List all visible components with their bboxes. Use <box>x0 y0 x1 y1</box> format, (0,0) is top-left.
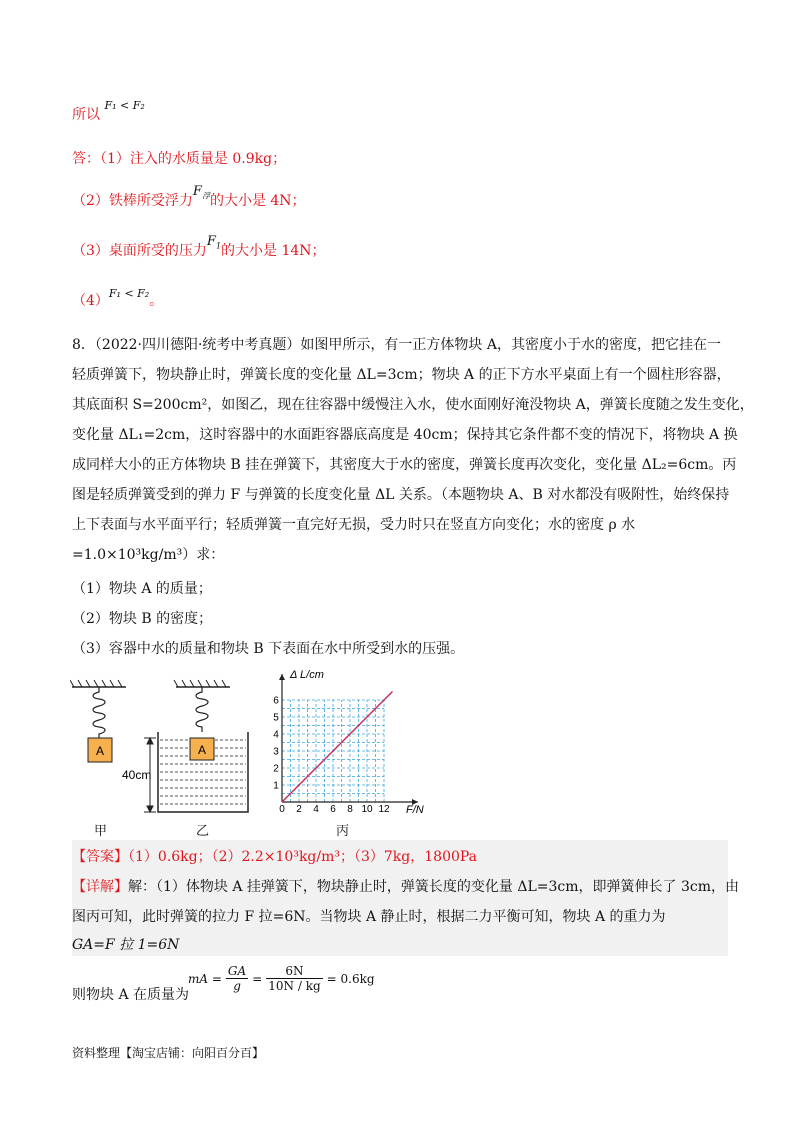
mass-line <box>72 984 189 1006</box>
buoyancy-symbol: F <box>192 184 202 199</box>
fraction-1 <box>226 964 248 993</box>
fraction-2-num: 6N <box>266 964 322 979</box>
problem-line-6: 图是轻质弹簧受到的弹力 F 与弹簧的长度变化量 ΔL 关系。（本题物块 A、B 对水都没有吸附性，始终保持 <box>72 487 730 503</box>
buoyancy-math <box>193 184 210 199</box>
answer-label: 【答案】 <box>72 849 128 865</box>
problem-line-2: 轻质弹簧下，物块静止时，弹簧长度的变化量 ΔL=3cm；物块 A 的正下方水平桌面上有一个圆柱形容器， <box>72 367 731 383</box>
fraction-2 <box>266 964 322 993</box>
mass-eq: = <box>252 971 263 986</box>
problem-line-5: 成同样大小的正方体物块 B 挂在弹簧下，其密度大于水的密度，弹簧长度再次变化，变化量 ΔL₂=6cm。丙 <box>72 457 737 473</box>
origin-label: 0 <box>279 804 285 814</box>
block-a-label-yi: A <box>197 743 207 757</box>
answer-4-b: 。 <box>149 293 164 309</box>
answer-text: （1）0.6kg；（2）2.2×10³kg/m³；（3）7kg，1800Pa <box>128 849 478 865</box>
question-1: （1）物块 A 的质量； <box>72 581 212 597</box>
mass-formula <box>188 964 375 993</box>
y-tick-label: 1 <box>273 780 279 792</box>
detail-line-1 <box>72 876 739 898</box>
fraction-1-num: GA <box>227 964 247 978</box>
ceiling-yi <box>174 680 230 687</box>
mass-prefix: 则物块 A 在质量为 <box>72 987 190 1003</box>
height-label: 40cm <box>122 768 152 782</box>
y-tick-label: 2 <box>273 763 279 775</box>
y-tick-labels <box>273 696 279 792</box>
x-tick-label: 8 <box>347 804 353 814</box>
spring-diagrams <box>70 676 270 836</box>
answer-3 <box>72 234 326 268</box>
force-sub: 1 <box>215 241 222 251</box>
x-tick-label: 12 <box>378 804 390 814</box>
problem-line-3: 其底面积 S=200cm²，如图乙，现在往容器中缓慢注入水，使水面刚好淹没物块 A，弹簧长度随之发生变化， <box>72 397 754 413</box>
x-tick-label: 4 <box>313 804 319 814</box>
y-axis-arrow <box>279 674 285 680</box>
y-tick-label: 4 <box>273 729 279 741</box>
x-tick-label: 2 <box>296 804 302 814</box>
x-tick-label: 6 <box>330 804 336 814</box>
problem-line-4: 变化量 ΔL₁=2cm，这时容器中的水面距容器底高度是 40cm；保持其它条件都不变的情况下，将物块 A 换 <box>72 427 738 443</box>
y-tick-label: 6 <box>273 695 279 707</box>
answer-3-b: 的大小是 14N； <box>221 243 326 259</box>
answer-4 <box>72 287 164 313</box>
mass-rhs: = 0.6kg <box>326 971 375 986</box>
caption-jia: 甲 <box>94 824 108 839</box>
detail-text-1: 解：（1）体物块 A 挂弹簧下，物块静止时，弹簧长度的变化量 ΔL=3cm，即弹簧伸长了 3cm，由 <box>128 879 740 895</box>
y-tick-label: 3 <box>273 746 279 758</box>
block-a-label-jia: A <box>95 744 105 758</box>
answer-2 <box>72 184 306 218</box>
inequality-math: F₁ < F₂ <box>104 99 145 112</box>
answer-line <box>72 846 477 868</box>
detail-line-2: 图丙可知，此时弹簧的拉力 F 拉=6N。当物块 A 静止时，根据二力平衡可知，物块 A 的重力为 <box>72 909 666 925</box>
detail-line-3: GA=F 拉 1=6N <box>72 937 180 953</box>
answer-4-a: （4） <box>72 293 109 309</box>
answer-4-math: F₁ < F₂ <box>108 287 150 300</box>
x-tick-label: 10 <box>361 804 373 814</box>
caption-bing: 丙 <box>336 824 350 839</box>
problem-line-7: 上下表面与水平面平行；轻质弹簧一直完好无损，受力时只在竖直方向变化；水的密度 ρ 水 <box>72 517 636 533</box>
force-symbol: F <box>206 234 216 249</box>
problem-line-1: 8．（2022·四川德阳·统考中考真题）如图甲所示，有一正方体物块 A，其密度小于水的密度，把它挂在一 <box>72 337 721 353</box>
fraction-1-den: g <box>233 979 241 993</box>
fraction-2-den: 10N / kg <box>268 979 321 993</box>
x-axis-label: F/N <box>406 804 424 814</box>
footer-text: 资料整理【淘宝店铺：向阳百分百】 <box>72 1046 265 1060</box>
question-3: （3）容器中水的质量和物块 B 下表面在水中所受到水的压强。 <box>72 641 465 657</box>
ceiling-jia <box>70 680 126 687</box>
spring-yi <box>196 687 208 732</box>
buoyancy-sub: 浮 <box>201 191 210 201</box>
so-line <box>72 99 145 127</box>
detail-label: 【详解】 <box>72 879 128 895</box>
answer-3-a: （3）桌面所受的压力 <box>72 243 207 259</box>
spring-jia <box>93 687 105 739</box>
spring-chart <box>268 664 448 814</box>
answer-1: 答：（1）注入的水质量是 0.9kg； <box>72 151 287 167</box>
answer-2-b: 的大小是 4N； <box>209 193 306 209</box>
so-prefix: 所以 <box>72 107 100 123</box>
answer-2-a: （2）铁棒所受浮力 <box>72 193 193 209</box>
y-axis-label: Δ L/cm <box>290 669 324 681</box>
question-2: （2）物块 B 的密度； <box>72 611 213 627</box>
y-tick-label: 5 <box>273 712 279 724</box>
force-math <box>207 234 221 249</box>
mass-lhs: mA = <box>188 971 222 986</box>
caption-yi: 乙 <box>196 824 210 839</box>
x-tick-labels <box>296 804 390 814</box>
series-line <box>282 692 393 803</box>
problem-line-8: =1.0×10³kg/m³）求： <box>72 547 225 563</box>
